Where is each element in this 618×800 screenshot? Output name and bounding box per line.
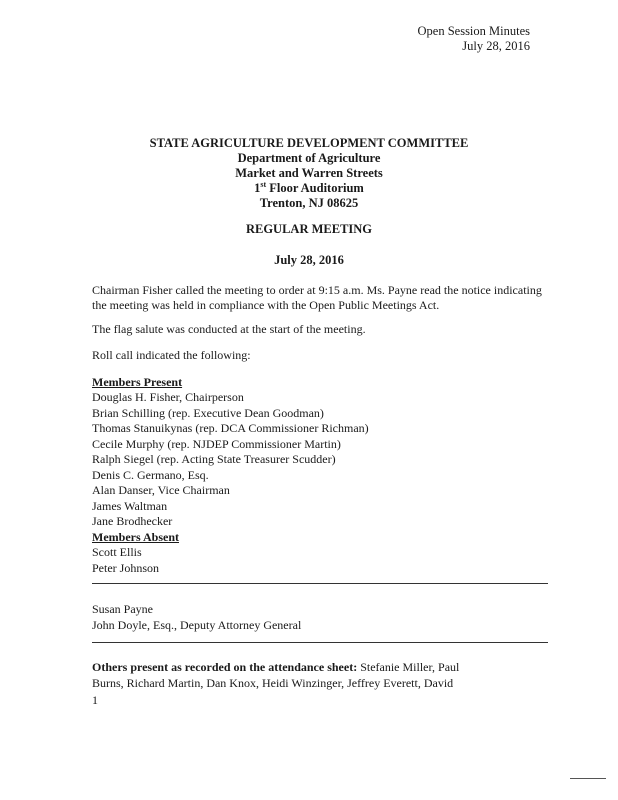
others-names-1: Stefanie Miller, Paul — [360, 660, 460, 674]
flag-salute-paragraph: The flag salute was conducted at the start of the meeting. — [92, 322, 366, 336]
staff-list — [92, 602, 301, 633]
others-names-2: Burns, Richard Martin, Dan Knox, Heidi Winzinger, Jeffrey Everett, David — [92, 675, 454, 690]
list-item: Cecile Murphy (rep. NJDEP Commissioner Martin) — [92, 436, 341, 451]
others-label: Others present as recorded on the attendance sheet: — [92, 660, 358, 674]
roll-call-paragraph: Roll call indicated the following: — [92, 348, 251, 362]
list-item: Susan Payne — [92, 602, 153, 616]
header-doc-type: Open Session Minutes — [417, 24, 530, 38]
committee-name: STATE AGRICULTURE DEVELOPMENT COMMITTEE — [149, 136, 469, 150]
address-floor — [0, 181, 618, 196]
list-item: Thomas Stanuikynas (rep. DCA Commissioner Richman) — [92, 421, 369, 435]
members-present-heading: Members Present — [92, 375, 183, 389]
list-item: Ralph Siegel (rep. Acting State Treasurer Scudder) — [92, 452, 336, 466]
list-item: Scott Ellis — [92, 545, 142, 559]
members-absent-heading: Members Absent — [92, 530, 179, 544]
page-header — [418, 24, 531, 54]
call-to-order-paragraph: Chairman Fisher called the meeting to order at 9:15 a.m. Ms. Payne read the notice indicating the meeting was held in compliance with the Open Public Meetings Act. — [92, 283, 542, 312]
list-item: Jane Brodhecker — [92, 514, 173, 528]
list-item: Douglas H. Fisher, Chairperson — [92, 390, 244, 404]
list-item: Brian Schilling (rep. Executive Dean Goodman) — [92, 405, 324, 420]
members-present-list — [92, 390, 369, 530]
page-number: 1 — [92, 693, 98, 707]
floor-rest: Floor Auditorium — [269, 181, 364, 195]
divider-top — [92, 583, 548, 584]
address-city: Trenton, NJ 08625 — [259, 196, 359, 210]
list-item: Denis C. Germano, Esq. — [92, 467, 209, 482]
floor-number: 1 — [254, 181, 261, 195]
title-block — [0, 136, 618, 211]
list-item: Alan Danser, Vice Chairman — [92, 483, 230, 497]
department-name: Department of Agriculture — [237, 151, 381, 165]
others-present — [92, 660, 552, 691]
members-absent-list — [92, 545, 159, 576]
list-item: Peter Johnson — [92, 560, 159, 575]
divider-bottom — [92, 642, 548, 643]
scan-mark — [570, 778, 606, 779]
others-line-1 — [92, 660, 552, 676]
meeting-type: REGULAR MEETING — [245, 222, 373, 236]
floor-suffix: st — [260, 179, 267, 189]
list-item: James Waltman — [92, 498, 168, 513]
header-date: July 28, 2016 — [462, 39, 530, 53]
meeting-date: July 28, 2016 — [274, 253, 344, 267]
list-item: John Doyle, Esq., Deputy Attorney General — [92, 617, 302, 632]
address-streets: Market and Warren Streets — [235, 166, 383, 180]
